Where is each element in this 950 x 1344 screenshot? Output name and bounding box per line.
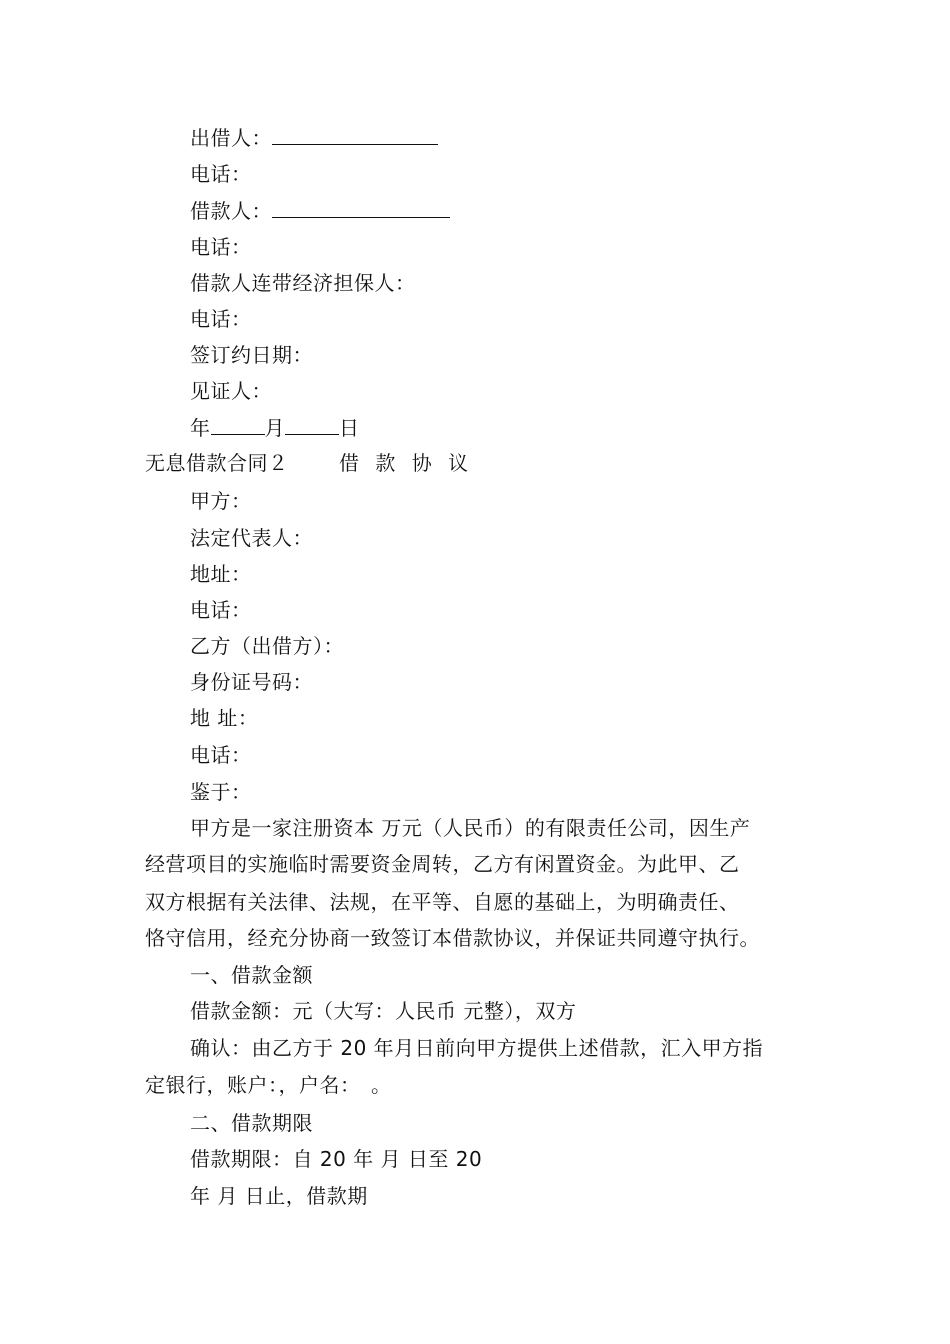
confirm-line-1: 确认：由乙方于 20 年月日前向甲方提供上述借款，汇入甲方指 bbox=[190, 1036, 764, 1060]
date-month: 月 bbox=[264, 416, 285, 440]
day-blank bbox=[285, 414, 339, 435]
phone-line-1: 电话： bbox=[190, 162, 252, 186]
borrower-blank bbox=[272, 197, 450, 218]
month-blank bbox=[211, 414, 265, 435]
party-b-line: 乙方（出借方）： bbox=[190, 634, 344, 658]
contract-title-line bbox=[145, 451, 289, 475]
address-a-line: 地址： bbox=[190, 562, 252, 586]
whereas-line: 鉴于： bbox=[190, 780, 252, 804]
lender-label: 出借人： bbox=[190, 126, 272, 150]
confirm-line-2: 定银行，账户：，户名： 。 bbox=[145, 1073, 392, 1097]
section-1-heading: 一、借款金额 bbox=[190, 963, 313, 987]
amount-line: 借款金额：元（大写：人民币 元整），双方 bbox=[190, 999, 577, 1023]
id-number-line: 身份证号码： bbox=[190, 670, 313, 694]
contract-title: 无息借款合同２ bbox=[145, 451, 289, 475]
phone-b-line: 电话： bbox=[190, 743, 252, 767]
phone-line-3: 电话： bbox=[190, 307, 252, 331]
borrower-line bbox=[190, 197, 450, 223]
date-day: 日 bbox=[339, 416, 360, 440]
para1-line-3: 双方根据有关法律、法规，在平等、自愿的基础上，为明确责任、 bbox=[145, 890, 740, 914]
para1-line-1: 甲方是一家注册资本 万元（人民币）的有限责任公司，因生产 bbox=[190, 816, 751, 840]
phone-a-line: 电话： bbox=[190, 598, 252, 622]
phone-line-2: 电话： bbox=[190, 235, 252, 259]
lender-blank bbox=[272, 124, 438, 145]
legal-rep-line: 法定代表人： bbox=[190, 526, 313, 550]
party-a-line: 甲方： bbox=[190, 489, 252, 513]
date-year: 年 bbox=[190, 416, 211, 440]
term-line-1: 借款期限：自 20 年 月 日至 20 bbox=[190, 1147, 483, 1171]
date-line bbox=[190, 414, 360, 440]
para1-line-2: 经营项目的实施临时需要资金周转，乙方有闲置资金。为此甲、乙 bbox=[145, 852, 740, 876]
guarantor-line: 借款人连带经济担保人： bbox=[190, 271, 416, 295]
lender-line bbox=[190, 124, 438, 150]
address-b-line: 地 址： bbox=[190, 706, 259, 730]
para1-line-4: 恪守信用，经充分协商一致签订本借款协议，并保证共同遵守执行。 bbox=[145, 926, 760, 950]
section-2-heading: 二、借款期限 bbox=[190, 1111, 313, 1135]
agreement-title: 借 款 协 议 bbox=[339, 451, 474, 475]
term-line-2: 年 月 日止，借款期 bbox=[190, 1184, 368, 1208]
witness-line: 见证人： bbox=[190, 379, 272, 403]
borrower-label: 借款人： bbox=[190, 199, 272, 223]
sign-date-line: 签订约日期： bbox=[190, 343, 313, 367]
